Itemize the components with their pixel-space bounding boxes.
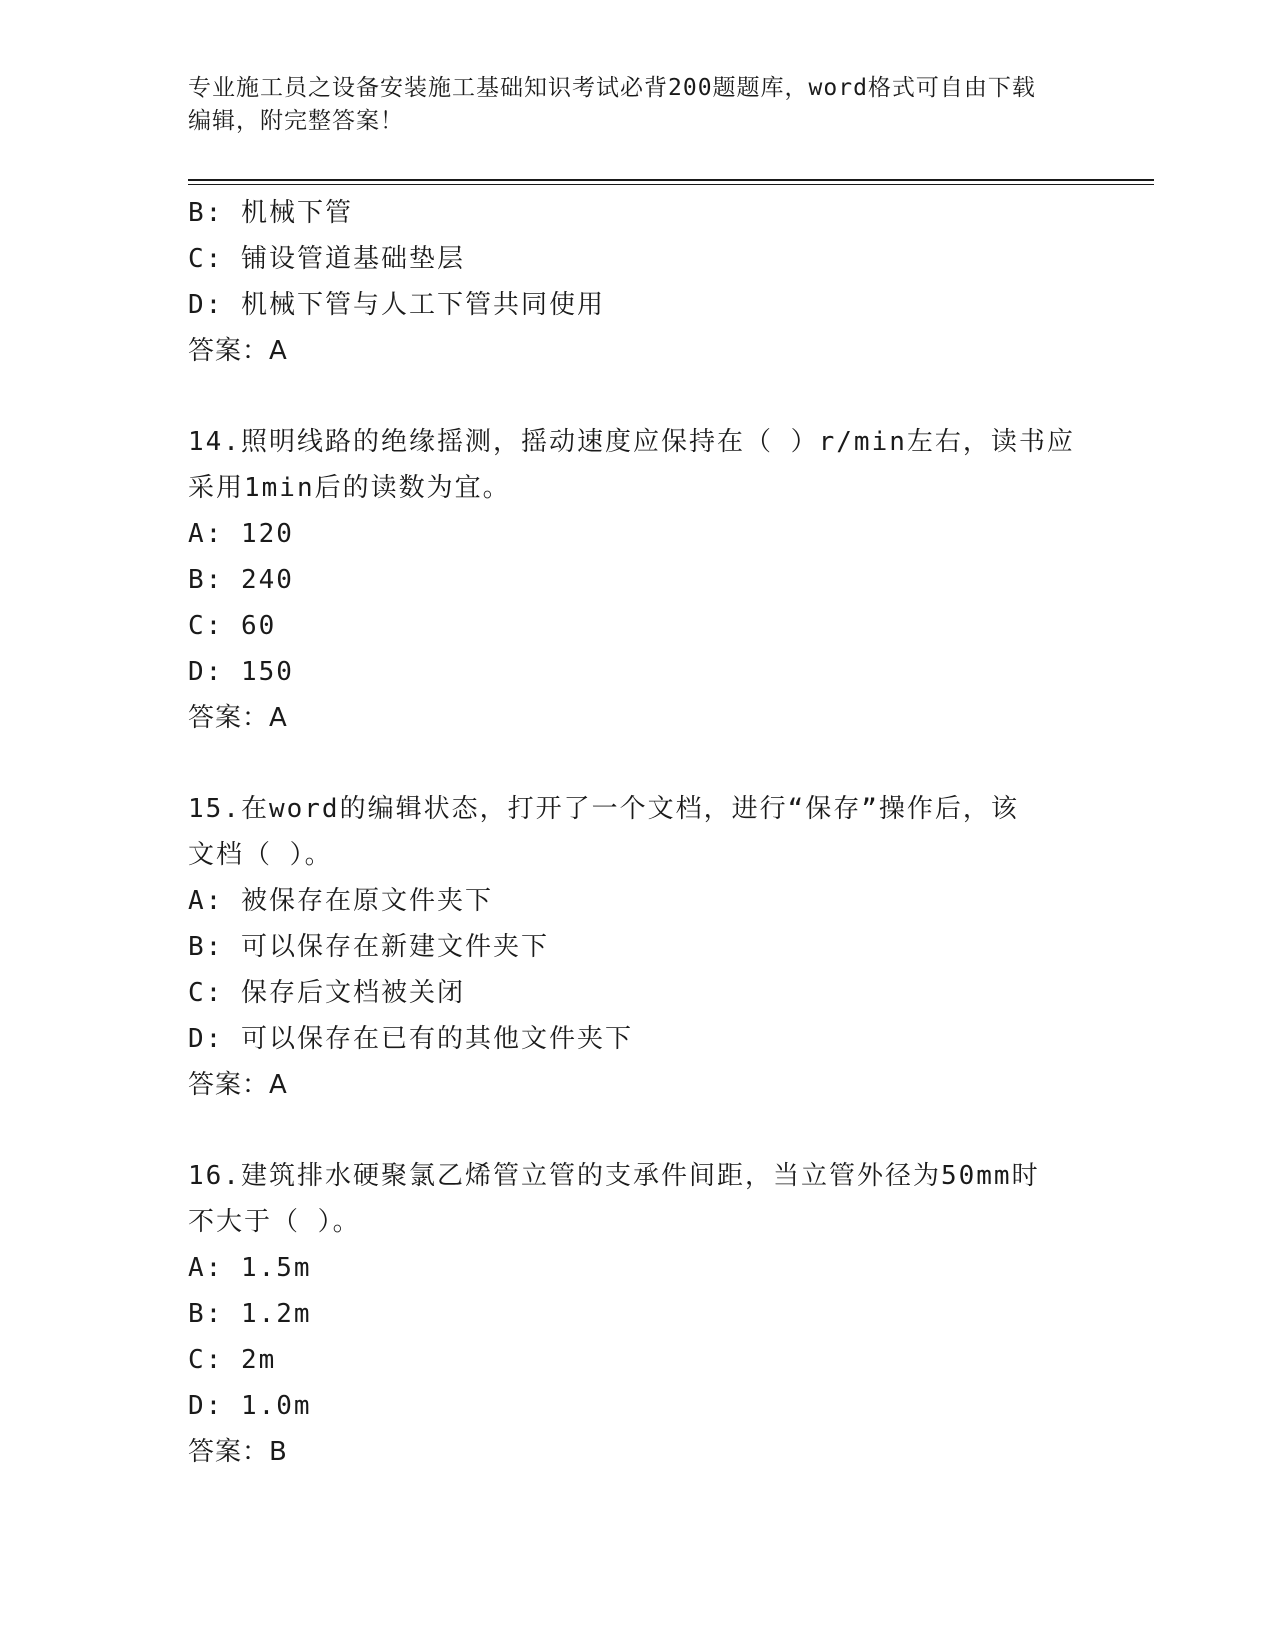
answer-line: 答案：A: [188, 703, 288, 733]
option-c: C: 2m: [188, 1345, 277, 1375]
answer-line: 答案：B: [188, 1437, 288, 1467]
option-a: A: 被保存在原文件夹下: [188, 886, 493, 916]
option-d: D: 150: [188, 657, 294, 687]
option-c: C: 60: [188, 611, 277, 641]
spacer: [188, 741, 1088, 786]
answer-line: 答案：A: [188, 1070, 288, 1100]
option-b: B: 机械下管: [188, 198, 353, 228]
question-list: [188, 190, 1088, 1475]
option-c: C: 保存后文档被关闭: [188, 978, 465, 1008]
option-d: D: 1.0m: [188, 1391, 312, 1421]
question-13-tail: [188, 190, 1088, 374]
document-header: [188, 72, 1088, 138]
option-a: A: 120: [188, 519, 294, 549]
question-stem-line-1: 15.在word的编辑状态，打开了一个文档，进行“保存”操作后，该: [188, 794, 1019, 824]
question-stem-line-2: 采用1min后的读数为宜。: [188, 473, 511, 503]
option-b: B: 1.2m: [188, 1299, 312, 1329]
header-title-line-2: 编辑，附完整答案！: [188, 108, 404, 134]
option-d: D: 机械下管与人工下管共同使用: [188, 290, 605, 320]
header-divider-thick: [188, 179, 1154, 181]
question-stem-line-1: 16.建筑排水硬聚氯乙烯管立管的支承件间距，当立管外径为50mm时: [188, 1161, 1040, 1191]
spacer: [188, 374, 1088, 419]
question-15: [188, 786, 1088, 1108]
question-stem-line-1: 14.照明线路的绝缘摇测，摇动速度应保持在（ ）r/min左右，读书应: [188, 427, 1075, 457]
question-14: [188, 419, 1088, 741]
option-b: B: 240: [188, 565, 294, 595]
option-d: D: 可以保存在已有的其他文件夹下: [188, 1024, 633, 1054]
answer-line: 答案：A: [188, 336, 288, 366]
header-divider-thin: [188, 184, 1154, 185]
question-stem-line-2: 文档（ ）。: [188, 840, 333, 870]
question-stem-line-2: 不大于（ ）。: [188, 1207, 361, 1237]
option-b: B: 可以保存在新建文件夹下: [188, 932, 549, 962]
option-a: A: 1.5m: [188, 1253, 312, 1283]
option-c: C: 铺设管道基础垫层: [188, 244, 465, 274]
header-title-line-1: 专业施工员之设备安装施工基础知识考试必背200题题库，word格式可自由下载: [188, 75, 1036, 101]
spacer: [188, 1108, 1088, 1153]
question-16: [188, 1153, 1088, 1475]
